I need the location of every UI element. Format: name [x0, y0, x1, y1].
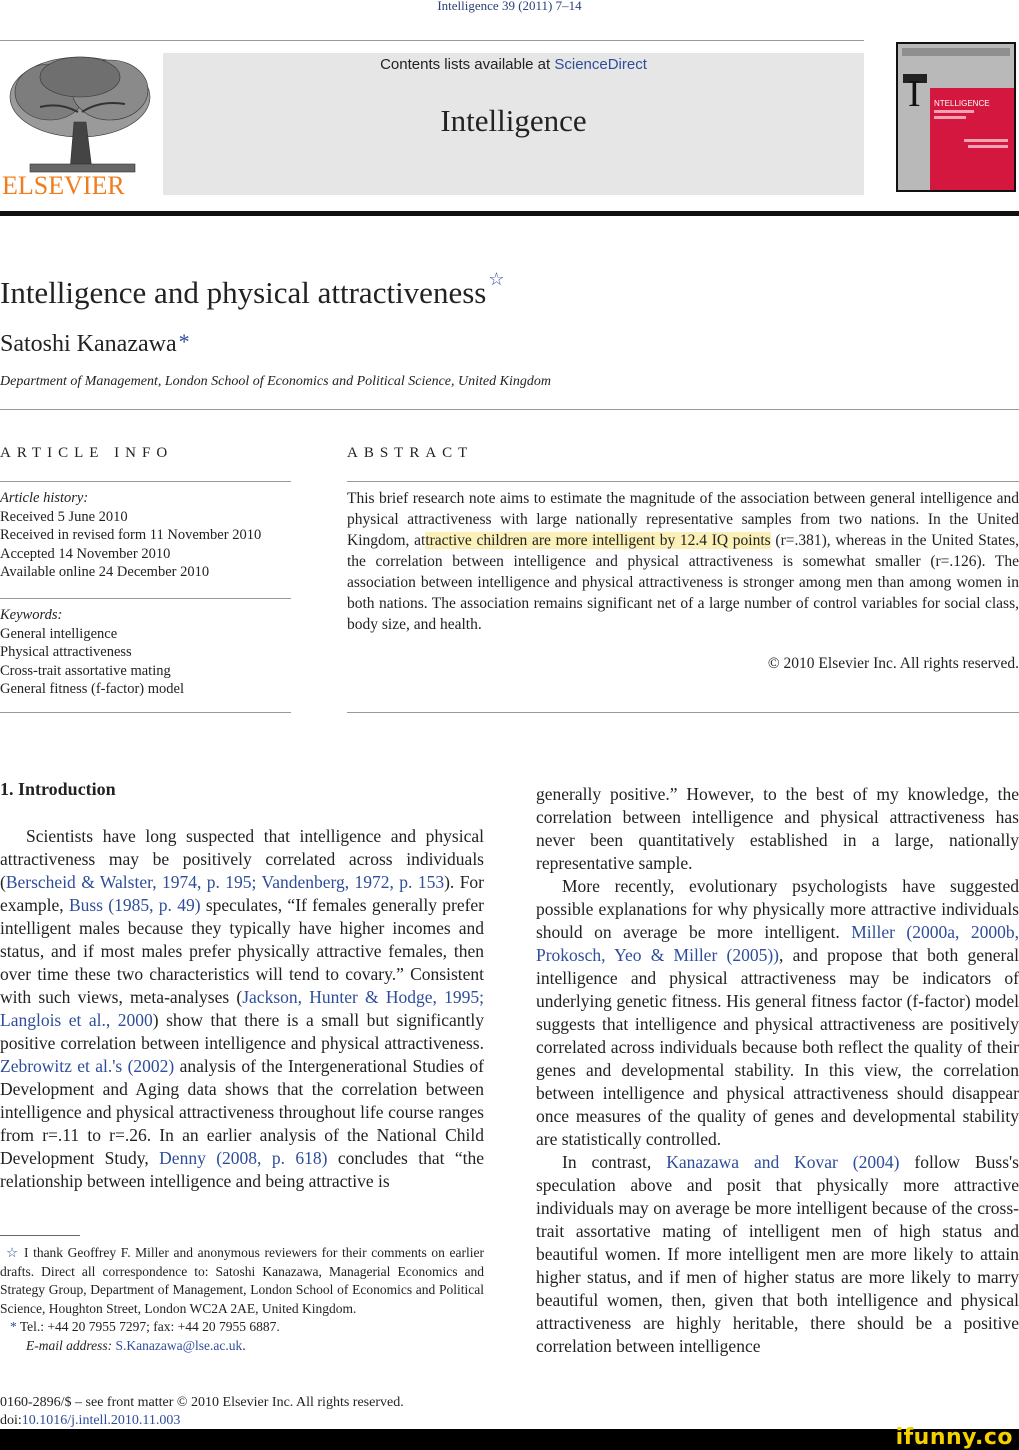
- cover-letter: I: [908, 73, 921, 115]
- article-info-rule: [0, 481, 291, 482]
- footnote-email: E-mail address: S.Kanazawa@lse.ac.uk.: [26, 1337, 246, 1353]
- article-history: [0, 489, 261, 582]
- paragraph: generally positive.” However, to the best of my knowledge, the correlation between intelligence and physical attractiveness has never been quantitatively established in a large, nationally representative sample.: [536, 784, 1019, 873]
- elsevier-wordmark: ELSEVIER: [2, 171, 125, 197]
- paragraph: More recently, evolutionary psychologists have suggested possible explanations for why physically more attractive individuals should on average be more intelligent. Miller (2000a, 2000b, Prokosch, Yeo & Miller (2005)), and propose that both general intelligence and physical attractiveness may be indicators of underlying genetic fitness. His general fitness factor (f-factor) model suggests that intelligence and physical attractiveness are positively correlated across individuals because both reflect the quality of their genes and developmental stability. In this view, the correlation between intelligence and physical attractiveness should disappear once measures of the quality of genes and developmental stability are statistically controlled.: [536, 876, 1019, 1149]
- paragraph: Scientists have long suspected that intelligence and physical attractiveness may be positively correlated across individuals (Berscheid & Walster, 1974, p. 195; Vandenberg, 1972, p. 153). For example, Buss (1985, p. 49) speculates, “If females generally prefer intelligent males because they typically have higher incomes and status, and if most males prefer physically attractive females, then over time these two characteristics will tend to covary.” Consistent with such views, meta-analyses (Jackson, Hunter & Hodge, 1995; Langlois et al., 2000) show that there is a small but significantly positive correlation between intelligence and physical attractiveness. Zebrowitz et al.'s (2002) analysis of the Intergenerational Studies of Development and Aging data shows that the correlation between intelligence and physical attractiveness throughout life course ranges from r=.11 to r=.26. In an earlier analysis of the National Child Development Study, Denny (2008, p. 618) concludes that “the relationship between intelligence and being attractive is: [0, 826, 485, 1191]
- affiliation: Department of Management, London School of Economics and Political Science, United Kingdom: [0, 374, 551, 389]
- keywords-rule: [0, 598, 291, 599]
- article-info-heading: ARTICLE INFO: [0, 445, 174, 461]
- citation-link[interactable]: Zebrowitz et al.'s (2002): [0, 1056, 175, 1076]
- citation-link[interactable]: Berscheid & Walster, 1974, p. 195; Vandenberg, 1972, p. 153: [5, 872, 445, 892]
- abstract-copyright: © 2010 Elsevier Inc. All rights reserved.: [767, 655, 1019, 672]
- abstract-heading: ABSTRACT: [347, 445, 474, 461]
- keyword-item: General fitness (f-factor) model: [0, 681, 184, 697]
- history-item: Available online 24 December 2010: [0, 564, 210, 580]
- citation-link[interactable]: Jackson, Hunter & Hodge, 1995; Langlois et al., 2000: [0, 987, 484, 1030]
- history-item: Accepted 14 November 2010: [0, 545, 171, 562]
- abstract-text: This brief research note aims to estimate the magnitude of the association between general intelligence and physical attractiveness with large nationally representative samples from two nations. In the United Kingdom, attractive children are more intelligent by 12.4 IQ points (r=.381), whereas in the United States, the correlation between intelligence and physical attractiveness is somewhat smaller (r=.126). The association between intelligence and physical attractiveness is stronger among men than among women in both nations. The association remains significant net of a large number of control variables for social class, body size, and health.: [347, 490, 1019, 633]
- left-column-body: [0, 825, 484, 1193]
- abstract-rule: [347, 481, 1019, 482]
- watermark-bar: [0, 1429, 1019, 1450]
- keyword-item: General intelligence: [0, 625, 118, 642]
- journal-banner: [163, 53, 864, 195]
- journal-cover-image: [896, 42, 1016, 192]
- right-column-body: [536, 783, 1019, 1358]
- keywords-label: Keywords:: [0, 607, 63, 623]
- affiliation-rule: [0, 409, 1019, 410]
- paragraph: In contrast, Kanazawa and Kovar (2004) follow Buss's speculation above and posit that physically more attractive individuals may on average be more intelligent because of the cross-trait assortative mating of intelligent men of high status and beautiful women. If more intelligent men are more likely to attain higher status, and if men of higher status are more likely to marry beautiful women, then, given that both intelligence and physical attractiveness are highly heritable, there should be a positive correlation between intelligence: [536, 1152, 1019, 1356]
- footnote-rule: [0, 1235, 80, 1236]
- issn-line: 0160-2896/$ – see front matter © 2010 Elsevier Inc. All rights reserved.: [0, 1395, 404, 1410]
- header-rule: [0, 40, 864, 41]
- history-label: Article history:: [0, 490, 89, 506]
- citation-link[interactable]: Buss (1985, p. 49): [68, 895, 201, 915]
- section-heading-introduction: 1. Introduction: [0, 779, 116, 799]
- keyword-item: Physical attractiveness: [0, 644, 132, 660]
- tree-icon: [0, 52, 160, 197]
- keywords: [0, 606, 184, 699]
- article-info-end-rule: [0, 712, 291, 713]
- doi-link[interactable]: 10.1016/j.intell.2010.11.003: [21, 1413, 181, 1428]
- email-link[interactable]: S.Kanazawa@lse.ac.uk: [115, 1337, 243, 1353]
- header-thick-rule: [0, 211, 1019, 216]
- elsevier-logo: [0, 52, 160, 197]
- front-matter: [0, 1394, 404, 1430]
- highlighted-text[interactable]: tractive children are more intelligent by 12.4 IQ points: [425, 532, 771, 549]
- footnote-contact: * Tel.: +44 20 7955 7297; fax: +44 20 7955 6887.: [10, 1319, 280, 1334]
- keyword-item: Cross-trait assortative mating: [0, 662, 171, 679]
- abstract-end-rule: [347, 712, 1019, 713]
- citation-link[interactable]: Kanazawa and Kovar (2004): [666, 1152, 900, 1172]
- author-name: Satoshi Kanazawa*: [0, 329, 190, 357]
- journal-name: Intelligence: [440, 103, 587, 138]
- author-footnote-marker[interactable]: *: [178, 329, 190, 354]
- history-item: Received in revised form 11 November 2010: [0, 527, 262, 543]
- citation-link[interactable]: Miller (2000a, 2000b, Prokosch, Yeo & Miller (2005)): [536, 922, 1019, 965]
- contents-availability: Contents lists available at ScienceDirect: [380, 56, 647, 73]
- article-title: Intelligence and physical attractiveness ☆: [0, 269, 505, 310]
- sciencedirect-link[interactable]: ScienceDirect: [554, 56, 647, 73]
- citation-link[interactable]: Denny (2008, p. 618): [159, 1148, 328, 1168]
- footnotes: [0, 1244, 484, 1355]
- doi-line: doi:10.1016/j.intell.2010.11.003: [0, 1413, 181, 1428]
- footnote-acknowledgement: ☆ I thank Geoffrey F. Miller and anonymous reviewers for their comments on earlier drafts. Direct all correspondence to: Satoshi Kanazawa, Managerial Economics and Strategy Group, Department of Management, London School of Economics and Political Science, Houghton Street, London WC2A 2AE, United Kingdom.: [0, 1245, 484, 1316]
- title-footnote-marker[interactable]: ☆: [488, 269, 505, 289]
- journal-reference: Intelligence 39 (2011) 7–14: [437, 0, 582, 13]
- ifunny-watermark: ifunny.co: [895, 1425, 1013, 1450]
- history-item: Received 5 June 2010: [0, 508, 128, 525]
- cover-title: NTELLIGENCE: [934, 99, 990, 108]
